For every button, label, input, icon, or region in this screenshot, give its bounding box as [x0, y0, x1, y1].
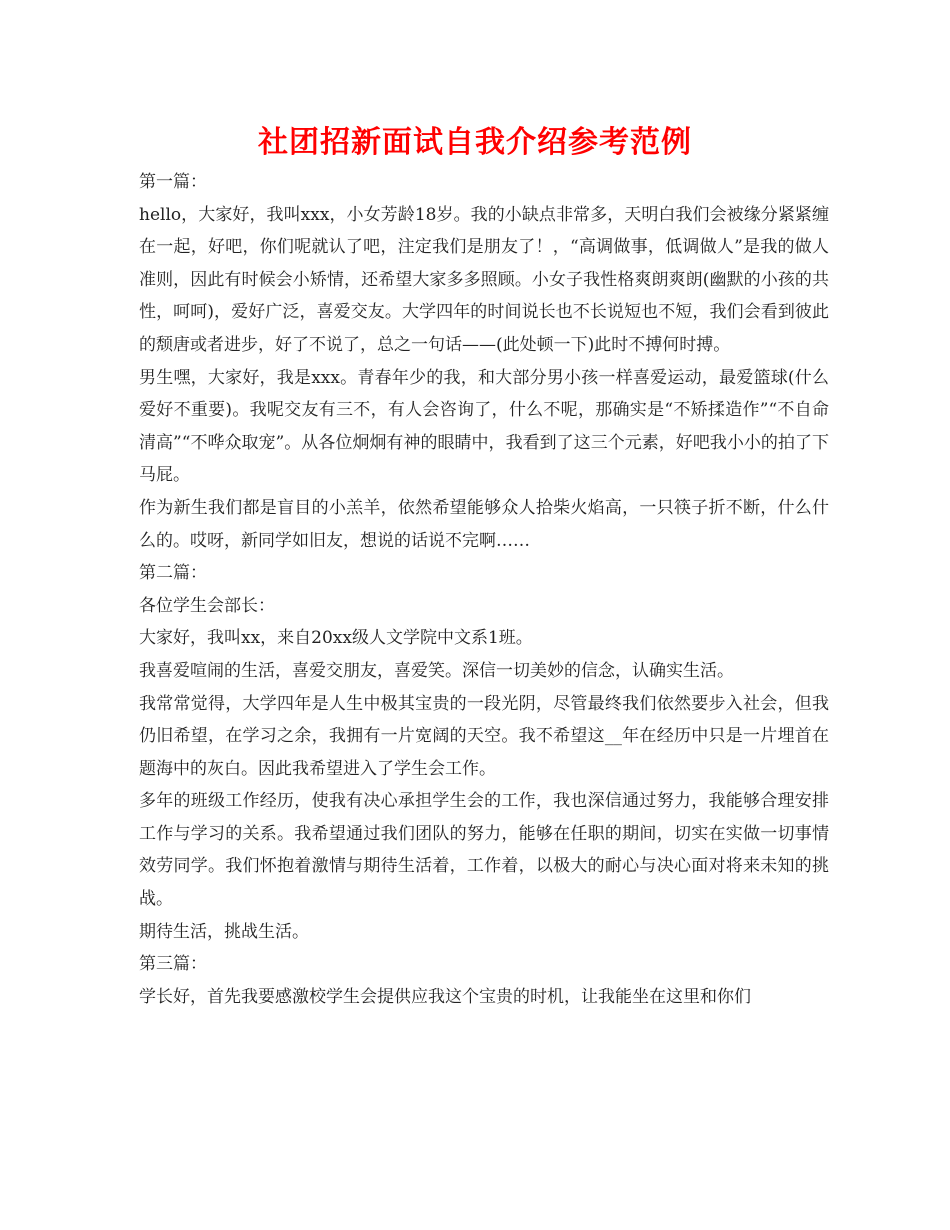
section-heading-2: 第二篇：: [139, 563, 207, 584]
section-heading-1: 第一篇：: [139, 172, 207, 192]
paragraph: 期待生活，挑战生活。: [139, 921, 309, 942]
paragraph: hello，大家好，我叫xxx，小女芳龄18岁。我的小缺点非常多，天明白我们会被缘分紧紧缠在一起，好吧，你们呢就认了吧，注定我们是朋友了！，“高调做事，低调做人”是我的做人准则，因此有时候会小矫情，还希望大家多多照顾。小女子我性格爽朗爽朗(幽默的小孩的共性，呵呵)，爱好广泛，喜爱交友。大学四年的时间说长也不长说短也不短，我们会看到彼此的颓唐或者进步，好了不说了，总之一句话——(此处顿一下)此时不搏何时搏。: [139, 204, 829, 355]
paragraph: 大家好，我叫xx，来自20xx级人文学院中文系1班。: [139, 628, 533, 649]
paragraph: 各位学生会部长：: [139, 595, 275, 616]
paragraph: 作为新生我们都是盲目的小羔羊，依然希望能够众人拾柴火焰高，一只筷子折不断，什么什么的。哎呀，新同学如旧友，想说的话说不完啊……: [139, 497, 829, 551]
paragraph: 学长好，首先我要感激校学生会提供应我这个宝贵的时机，让我能坐在这里和你们: [139, 986, 751, 1007]
document-body: [139, 166, 829, 1013]
section-heading-3: 第三篇：: [139, 954, 207, 975]
document-title: 社团招新面试自我介绍参考范例: [258, 125, 692, 160]
paragraph: 男生嘿，大家好，我是xxx。青春年少的我，和大部分男小孩一样喜爱运动，最爱篮球(什么爱好不重要)。我呢交友有三不，有人会咨询了，什么不呢，那确实是“不矫揉造作”“不自命清高”“不哗众取宠”。从各位炯炯有神的眼睛中，我看到了这三个元素，好吧我小小的拍了下马屁。: [139, 367, 829, 486]
paragraph: 我常常觉得，大学四年是人生中极其宝贵的一段光阴，尽管最终我们依然要步入社会，但我仍旧希望，在学习之余，我拥有一片宽阔的天空。我不希望这__年在经历中只是一片埋首在题海中的灰白。因此我希望进入了学生会工作。: [139, 693, 829, 779]
paragraph: 我喜爱喧闹的生活，喜爱交朋友，喜爱笑。深信一切美妙的信念，认确实生活。: [139, 660, 734, 681]
paragraph: 多年的班级工作经历，使我有决心承担学生会的工作，我也深信通过努力，我能够合理安排工作与学习的关系。我希望通过我们团队的努力，能够在任职的期间，切实在实做一切事情效劳同学。我们怀抱着激情与期待生活着，工作着，以极大的耐心与决心面对将来未知的挑战。: [139, 791, 829, 910]
